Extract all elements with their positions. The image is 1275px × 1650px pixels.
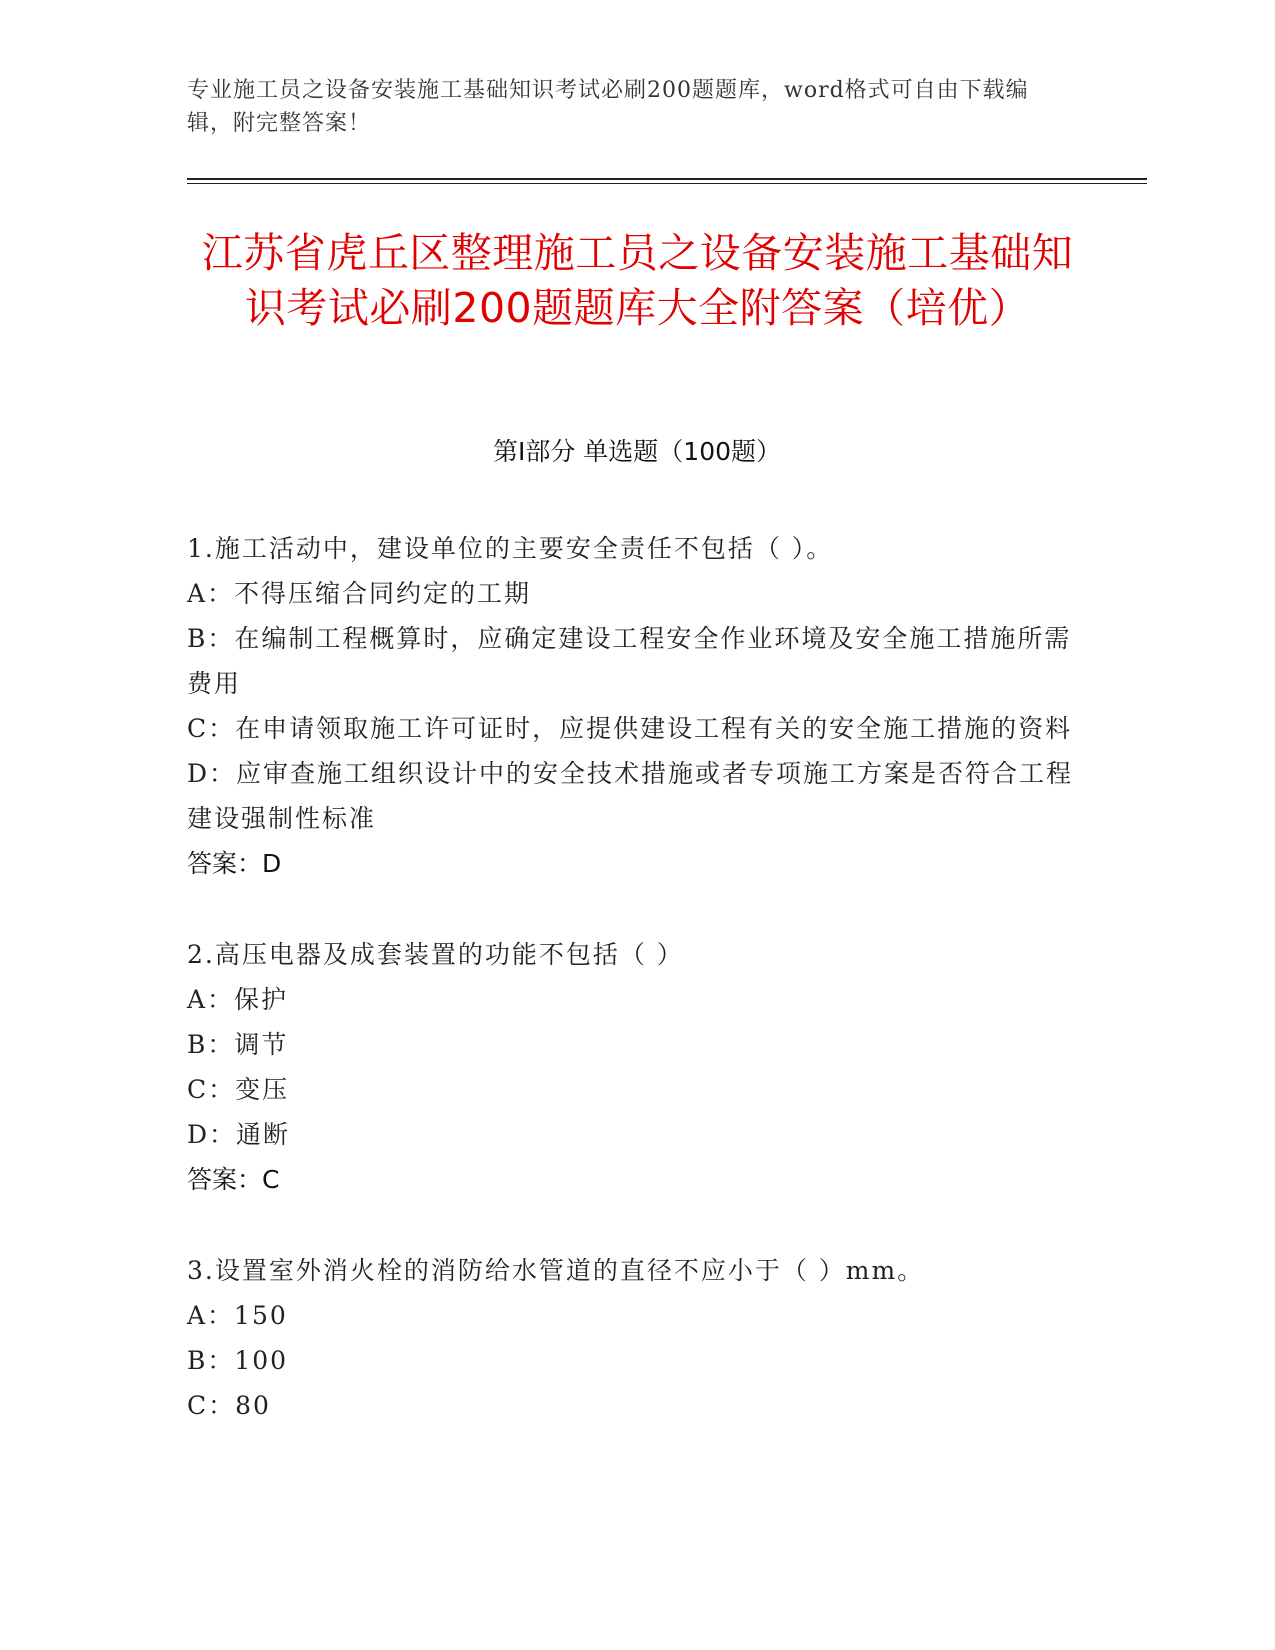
option-d: D：应审查施工组织设计中的安全技术措施或者专项施工方案是否符合工程建设强制性标准 [187, 759, 1074, 833]
question-3 [187, 1248, 1077, 1428]
option-c: C：在申请领取施工许可证时，应提供建设工程有关的安全施工措施的资料 [187, 714, 1073, 743]
option-a: A：保护 [187, 985, 289, 1014]
question-list [187, 526, 1077, 1474]
option-b: B：在编制工程概算时，应确定建设工程安全作业环境及安全施工措施所需费用 [187, 624, 1072, 698]
option-b: B：100 [187, 1346, 289, 1375]
document-title: 江苏省虎丘区整理施工员之设备安装施工基础知识考试必刷200题题库大全附答案（培优） [201, 229, 1074, 332]
header-divider-thin [187, 183, 1147, 184]
header-note: 专业施工员之设备安装施工基础知识考试必刷200题题库，word格式可自由下载编辑，附完整答案！ [187, 78, 1029, 136]
section-heading: 第Ⅰ部分 单选题（100题） [492, 437, 782, 466]
question-1 [187, 526, 1077, 886]
answer: 答案：D [187, 849, 282, 878]
question-stem: 2.高压电器及成套装置的功能不包括（ ） [187, 940, 684, 969]
answer: 答案：C [187, 1165, 280, 1194]
option-b: B：调节 [187, 1030, 289, 1059]
option-c: C：变压 [187, 1075, 290, 1104]
question-2 [187, 932, 1077, 1202]
option-c: C：80 [187, 1391, 271, 1420]
question-stem: 3.设置室外消火栓的消防给水管道的直径不应小于（ ）mm。 [187, 1256, 925, 1285]
option-a: A：150 [187, 1301, 288, 1330]
header-divider-thick [187, 178, 1147, 180]
option-d: D：通断 [187, 1120, 291, 1149]
question-stem: 1.施工活动中，建设单位的主要安全责任不包括（ ）。 [187, 534, 834, 563]
option-a: A：不得压缩合同约定的工期 [187, 579, 532, 608]
